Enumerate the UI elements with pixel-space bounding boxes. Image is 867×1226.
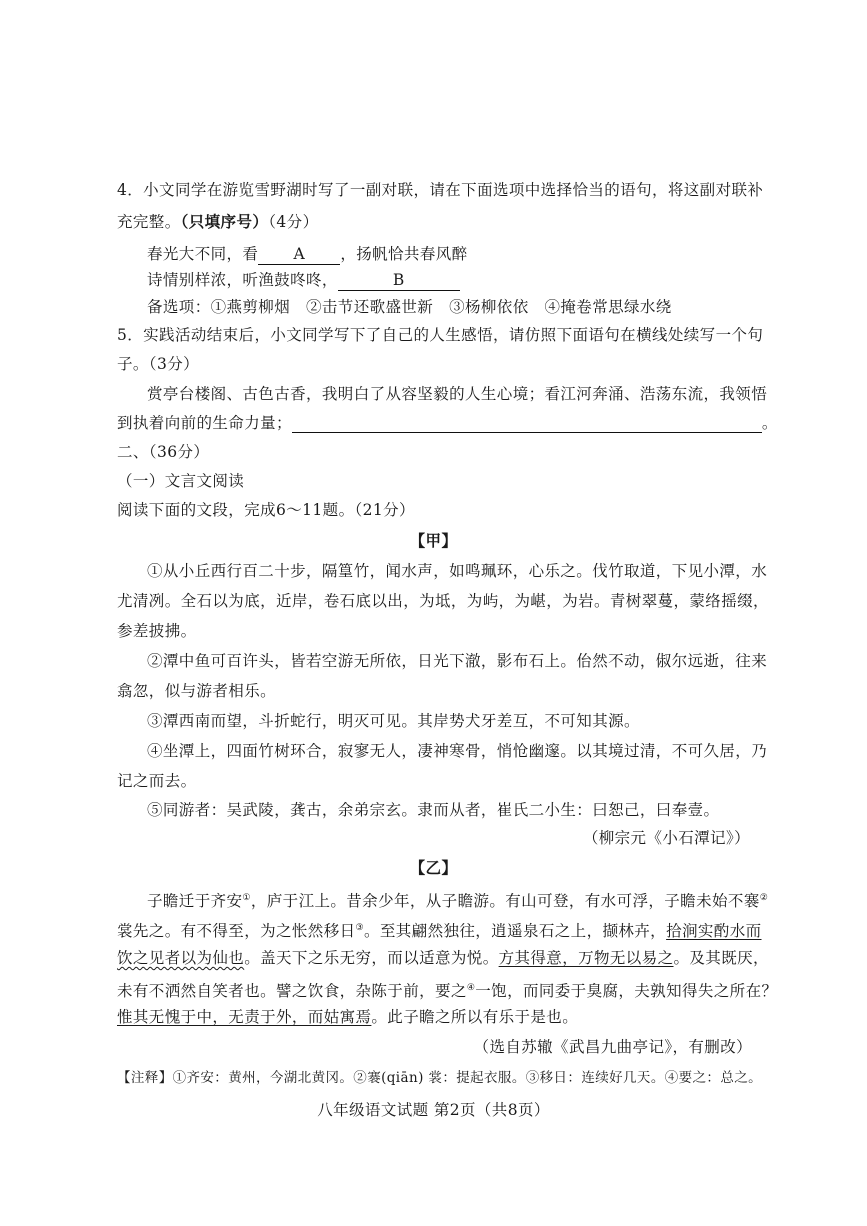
yi-line3: 饮之见者以为仙也。盖天下之乐无穷，而以适意为悦。方其得意，万物无以易之。及其既厌， [117,949,769,967]
jia-p2-line1: ②潭中鱼可百许头，皆若空游无所依，日光下澈，影布石上。佁然不动，俶尔远逝，往来 [147,652,768,670]
answer-line [292,418,762,433]
note-ref-2: ② [759,893,769,903]
q4-instruction: （只填序号） [180,213,269,231]
wavy-underlined-sentence: 饮之见者以为仙也 [117,949,245,967]
yi-line4: 未有不洒然自笑者也。譬之饮食，杂陈于前，要之④一饱，而同委于臭腐，夫孰知得失之所在？ [117,982,778,1001]
section-instruction: 阅读下面的文段，完成6～11题。（21分） [117,501,415,519]
blank-a: A [258,244,340,265]
yi-line2: 裳先之。有不得至，为之怅然移日③。至其翩然独往，逍遥泉石之上，撷林卉，拾涧实酌水而 [117,922,762,941]
jia-p1-line1: ①从小丘西行百二十步，隔篁竹，闻水声，如鸣珮环，心乐之。伐竹取道，下见小潭，水 [147,562,768,580]
note-ref-3: ③ [355,923,364,933]
note-ref-1: ① [242,893,251,903]
yi-heading: 【乙】 [409,859,458,877]
jia-p5-line1: ⑤同游者：吴武陵，龚古，余弟宗玄。隶而从者，崔氏二小生：曰恕己，曰奉壹。 [147,801,720,819]
yi-line1: 子瞻迁于齐安①，庐于江上。昔余少年，从子瞻游。有山可登，有水可浮，子瞻未始不褰② [147,892,769,911]
underlined-sentence: 方其得意，万物无以易之 [498,949,674,967]
jia-p4-line2: 记之而去。 [117,772,197,790]
underlined-sentence: 拾涧实酌水而 [666,922,762,941]
jia-p2-line2: 翕忽，似与游者相乐。 [117,682,277,700]
underlined-sentence: 惟其无愧于中，无责于外，而姑寓焉 [117,1008,372,1026]
q5-line4: 到执着向前的生命力量； 。 [117,414,778,432]
jia-heading: 【甲】 [409,532,458,550]
q4-options: 备选项：①燕剪柳烟 ②击节还歌盛世新 ③杨柳依依 ④掩卷常思绿水绕 [147,298,672,316]
annotations: 【注释】①齐安：黄州，今湖北黄冈。②褰(qiān) 裳：提起衣服。③移日：连续好几天。④要之：总之。 [117,1070,763,1086]
q5-line2: 子。（3分） [117,355,200,373]
jia-p1-line3: 参差披拂。 [117,622,197,640]
couplet-line1: 春光大不同，看 A ，扬帆恰共春风醉 [147,245,468,263]
subsection-title: （一）文言文阅读 [117,472,245,490]
yi-line5: 惟其无愧于中，无责于外，而姑寓焉。此子瞻之所以有乐于是也。 [117,1008,579,1026]
page-footer: 八年级语文试题 第2页（共8页） [317,1101,550,1119]
jia-p4-line1: ④坐潭上，四面竹树环合，寂寥无人，凄神寒骨，悄怆幽邃。以其境过清，不可久居，乃 [147,742,768,760]
q5-line3: 赏亭台楼阁、古色古香，我明白了从容坚毅的人生心境；看江河奔涌、浩荡东流，我领悟 [147,385,768,403]
jia-source: （柳宗元《小石潭记》） [582,829,750,847]
jia-p1-line2: 尤清冽。全石以为底，近岸，卷石底以出，为坻，为屿，为嵁，为岩。青树翠蔓，蒙络摇缀， [117,592,769,610]
jia-p3-line1: ③潭西南而望，斗折蛇行，明灭可见。其岸势犬牙差互，不可知其源。 [147,712,640,730]
section-title: 二、（36分） [117,443,210,461]
blank-b: B [338,270,460,291]
q4-line2: 充完整。（只填序号）（4分） [117,213,319,231]
q5-line1: 5．实践活动结束后，小文同学写下了自己的人生感悟，请仿照下面语句在横线处续写一个句 [117,326,764,344]
note-ref-4: ④ [466,983,476,993]
yi-source: （选自苏辙《武昌九曲亭记》，有删改） [473,1038,752,1056]
couplet-line2: 诗情别样浓，听渔鼓咚咚， B [147,270,460,291]
q4-line1: 4．小文同学在游览雪野湖时写了一副对联，请在下面选项中选择恰当的语句，将这副对联补 [117,181,764,199]
